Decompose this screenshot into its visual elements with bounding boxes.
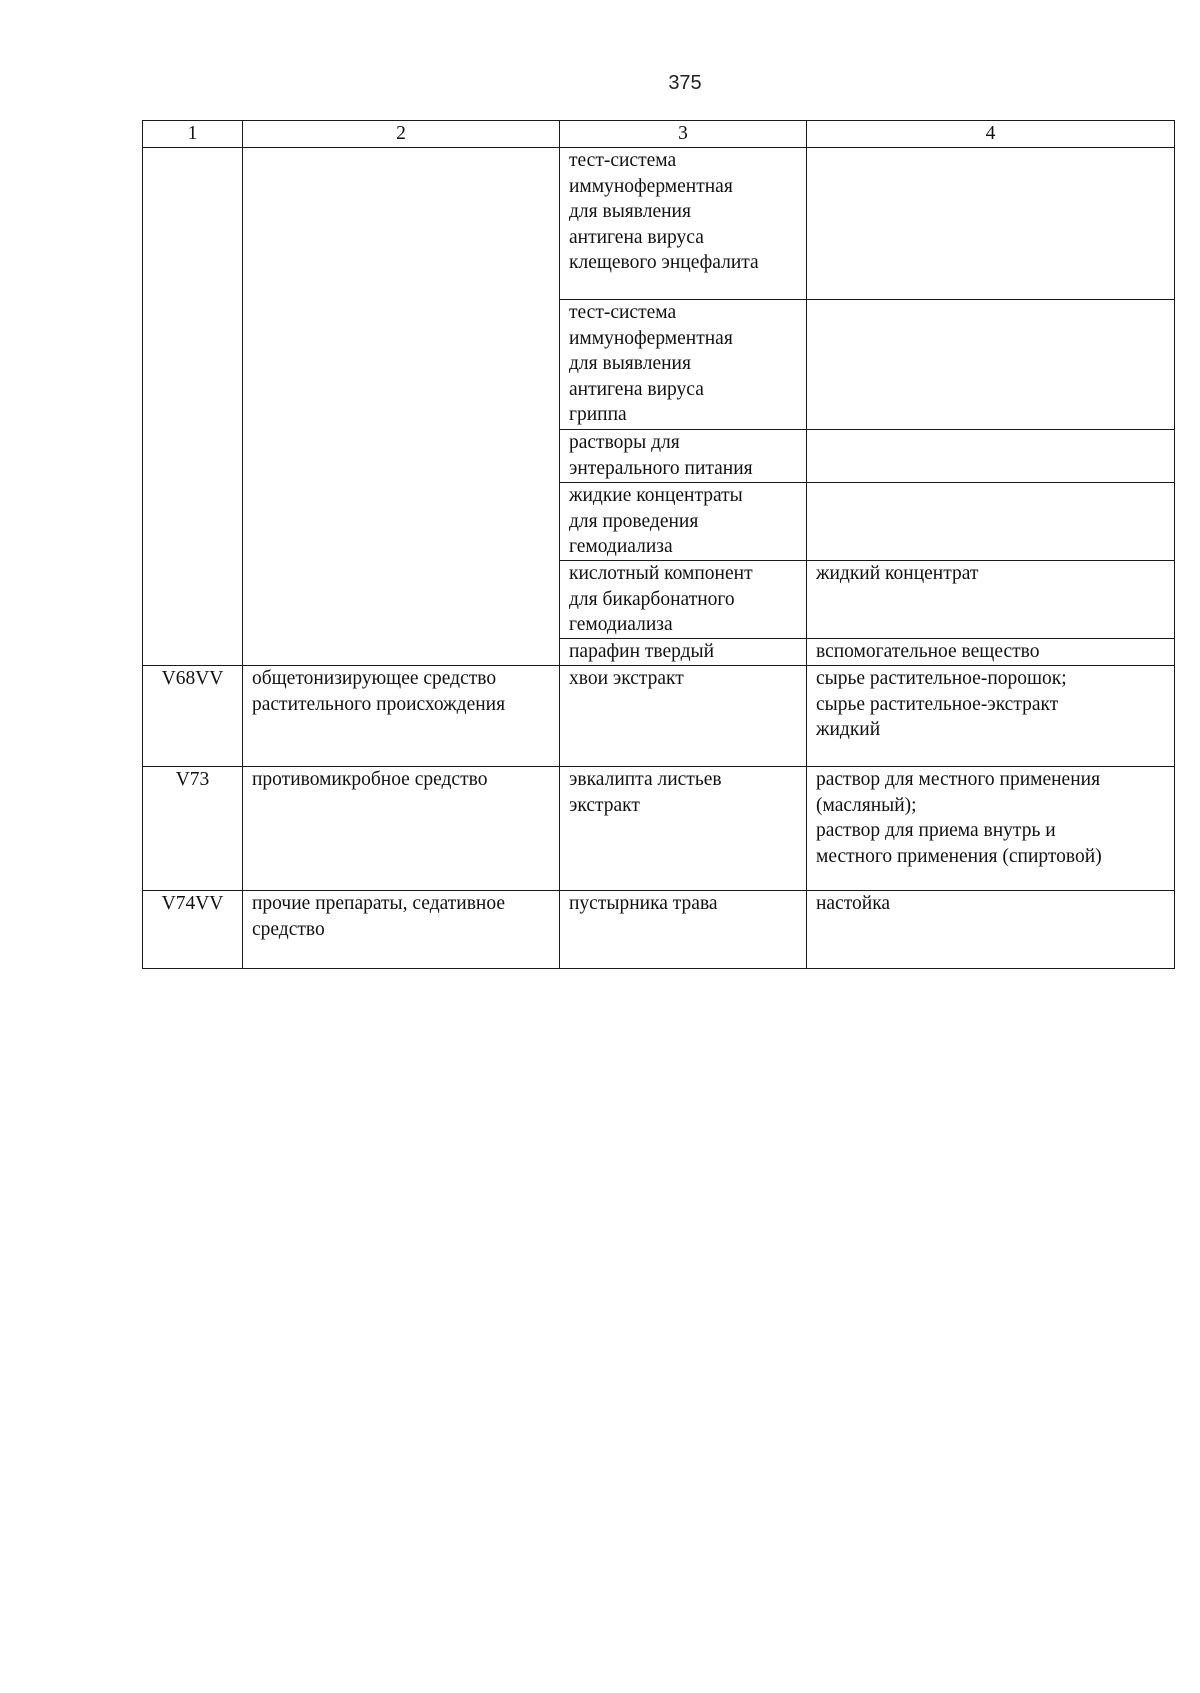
table-row xyxy=(143,148,1175,300)
column-header-3: 3 xyxy=(560,121,807,148)
substance-cell: тест-система иммуноферментная для выявления антигена вируса клещевого энцефалита xyxy=(560,148,807,300)
substance-cell: тест-система иммуноферментная для выявления антигена вируса гриппа xyxy=(560,300,807,430)
group-cell: противомикробное средство xyxy=(243,767,560,891)
substance-cell: парафин твердый xyxy=(560,639,807,666)
substance-cell: жидкие концентраты для проведения гемодиализа xyxy=(560,483,807,561)
column-header-2: 2 xyxy=(243,121,560,148)
substance-cell: хвои экстракт xyxy=(560,666,807,767)
table-row xyxy=(143,666,1175,767)
form-cell: сырье растительное-порошок; сырье растительное-экстракт жидкий xyxy=(807,666,1175,767)
form-cell xyxy=(807,300,1175,430)
empty-code-cell xyxy=(143,148,243,666)
form-cell xyxy=(807,483,1175,561)
substance-cell: эвкалипта листьев экстракт xyxy=(560,767,807,891)
form-cell xyxy=(807,148,1175,300)
group-cell: прочие препараты, седативное средство xyxy=(243,891,560,969)
table-header-row xyxy=(143,121,1175,148)
code-cell: V74VV xyxy=(143,891,243,969)
page-number: 375 xyxy=(668,72,702,94)
column-header-4: 4 xyxy=(807,121,1175,148)
table-row xyxy=(143,767,1175,891)
substance-cell: растворы для энтерального питания xyxy=(560,430,807,483)
form-cell: настойка xyxy=(807,891,1175,969)
empty-group-cell xyxy=(243,148,560,666)
column-header-1: 1 xyxy=(143,121,243,148)
form-cell: вспомогательное вещество xyxy=(807,639,1175,666)
code-cell: V68VV xyxy=(143,666,243,767)
substance-cell: пустырника трава xyxy=(560,891,807,969)
form-cell: жидкий концентрат xyxy=(807,561,1175,639)
table-row xyxy=(143,891,1175,969)
medicines-table xyxy=(142,120,1175,969)
group-cell: общетонизирующее средство растительного происхождения xyxy=(243,666,560,767)
form-cell xyxy=(807,430,1175,483)
substance-cell: кислотный компонент для бикарбонатного гемодиализа xyxy=(560,561,807,639)
code-cell: V73 xyxy=(143,767,243,891)
form-cell: раствор для местного применения (масляный); раствор для приема внутрь и местного применения (спиртовой) xyxy=(807,767,1175,891)
